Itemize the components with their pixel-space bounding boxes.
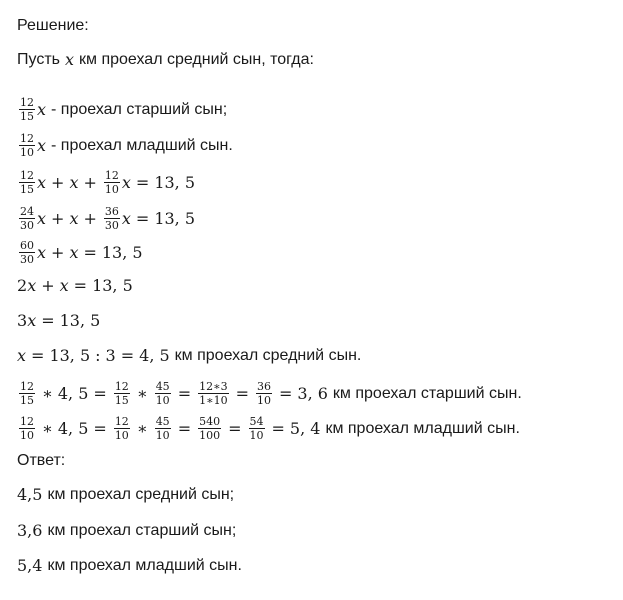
fraction: $\frac{12}{10}$	[20, 415, 34, 442]
fraction: $\frac{12}{15}$	[20, 96, 34, 123]
fraction: $\frac{12}{10}$	[20, 132, 34, 159]
fraction: $\frac{12}{15}$	[20, 169, 34, 196]
equation-2: $\frac{24}{30}$ x + x + $\frac{36}{30}$ x = 13, 5	[20, 205, 196, 232]
fraction: $\frac{540}{100}$	[199, 415, 221, 442]
fraction: $\frac{12}{15}$	[20, 380, 34, 407]
fraction: $\frac{36}{10}$	[256, 380, 271, 407]
intro-line: Пусть x км проехал средний сын, тогда:	[17, 50, 314, 69]
answer-middle-son: 4,5 км проехал средний сын;	[17, 485, 235, 504]
answer-older-son: 3,6 км проехал старший сын;	[17, 521, 237, 540]
fraction: $\frac{12∗3}{1∗10}$	[199, 380, 228, 407]
answer-younger-son: 5,4 км проехал младший сын.	[17, 556, 242, 575]
equation-6: x = 13, 5 : 3 = 4, 5 км проехал средний сын.	[17, 346, 362, 365]
fraction: $\frac{45}{10}$	[155, 415, 170, 442]
fraction: $\frac{12}{10}$	[104, 169, 119, 196]
step-older-son: $\frac{12}{15}$ x - проехал старший сын;	[20, 96, 228, 123]
equation-4: 2 x + x = 13, 5	[17, 276, 133, 295]
fraction: $\frac{24}{30}$	[20, 205, 34, 232]
fraction: $\frac{12}{15}$	[114, 380, 129, 407]
equation-1: $\frac{12}{15}$ x + x + $\frac{12}{10}$ x = 13, 5	[20, 169, 196, 196]
answer-heading: Ответ:	[17, 452, 66, 469]
equation-7: $\frac{12}{15}$ ∗ 4, 5 = $\frac{12}{15}$ ∗ $\frac{45}{10}$ = $\frac{12∗3}{1∗10}$ = $\frac{36}{10}$ = 3, 6 км проехал старший сын.	[20, 380, 522, 407]
solution-heading: Решение:	[17, 17, 89, 34]
step-younger-son: $\frac{12}{10}$ x - проехал младший сын.	[20, 132, 233, 159]
equation-3: $\frac{60}{30}$ x + x = 13, 5	[20, 239, 143, 266]
fraction: $\frac{45}{10}$	[155, 380, 170, 407]
fraction: $\frac{60}{30}$	[20, 239, 34, 266]
equation-8: $\frac{12}{10}$ ∗ 4, 5 = $\frac{12}{10}$ ∗ $\frac{45}{10}$ = $\frac{540}{100}$ = $\frac{54}{10}$ = 5, 4 км проехал младший сын.	[20, 415, 520, 442]
equation-5: 3 x = 13, 5	[17, 311, 101, 330]
fraction: $\frac{36}{30}$	[104, 205, 119, 232]
fraction: $\frac{12}{10}$	[114, 415, 129, 442]
fraction: $\frac{54}{10}$	[249, 415, 264, 442]
